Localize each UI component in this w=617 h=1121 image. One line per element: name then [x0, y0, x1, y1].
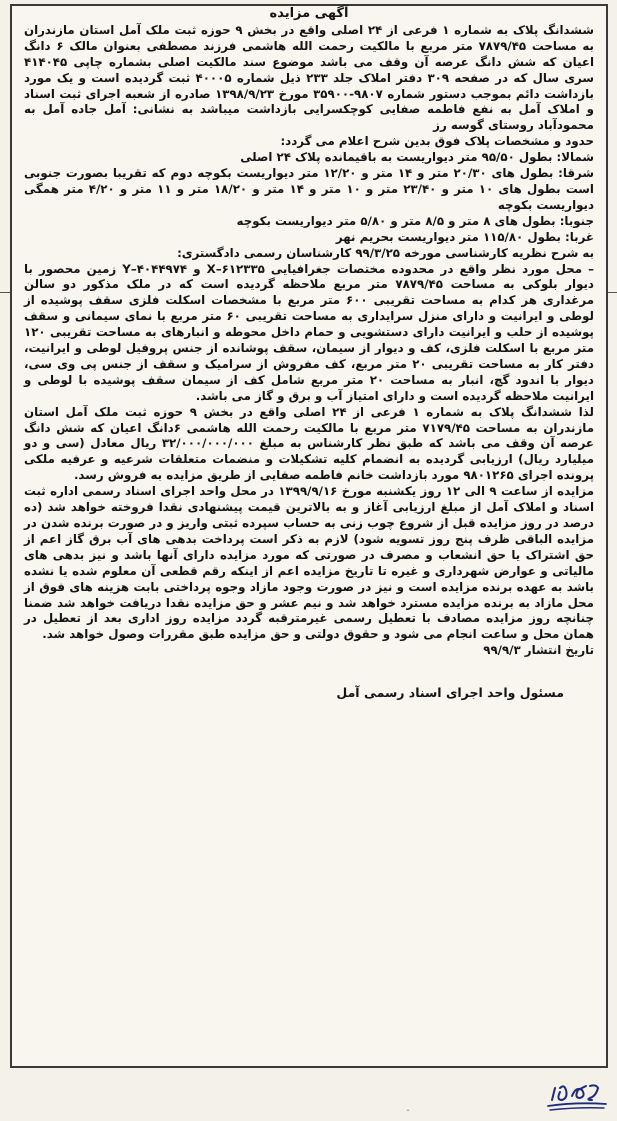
publication-date: تاریخ انتشار ۹۹/۹/۳: [483, 643, 594, 658]
cut-mark-right: [607, 292, 617, 293]
signature-line: مسئول واحد اجرای اسناد رسمی آمل: [336, 685, 564, 701]
cut-mark-left: [0, 292, 10, 293]
newspaper-clipping: [10, 4, 608, 1068]
property-description: ششدانگ پلاک به شماره ۱ فرعی از ۲۴ اصلی واقع در بخش ۹ حوزه ثبت ملک آمل استان مازندران به مساحت ۷۸۷۹/۴۵ متر مربع با مالکیت رحمت الله هاشمی فرزند مصطفی بعنوان مالک ۶ دانگ اعیان که شش دانگ عرصه آن وقف می باشد موضوع سند مالکیت اصلی بشماره چاپی ۴۱۴۰۴۵ سری سال که در صفحه ۳۰۹ دفتر املاک جلد ۲۳۳ ذیل شماره ۴۰۰۰۵ ثبت گردیده است و یک مورد بازداشت دائم بموجب دستور شماره ۹۸۰۷-۳۵۹۰۰ مورخ ۱۳۹۸/۹/۲۳ صادره از شعبه اجرای ثبت اسناد و املاک آمل به نفع فاطمه صفایی کوچکسرایی بازداشت میباشد به نشانی: آمل جاده آمل به محمودآباد روستای گوسه رز: [24, 22, 594, 133]
expert-opinion: – محل مورد نظر واقع در محدوده مختصات جغرافیایی ۶۱۲۳۳۵–X و ۴۰۴۴۹۷۴–Y زمین محصور با دیوار بلوکی به مساحت ۷۸۷۹/۴۵ متر مربع ملاحظه گردیده است که در ملک مذکور دو سالن مرغداری هر کدام به مساحت تقریبی ۶۰۰ متر مربع با مشخصات اسکلت فلزی سقف پوشیده از لوطی و ایرانیت و دارای منزل سرایداری به مساحت تقریبی ۶۰ متر مربع با نمای سیمانی و سقف پوشیده از حلب و ایرانیت دارای دستشویی و حمام داخل محوطه و انبارهای به مساحت تقریبی ۱۲۰ متر مربع با اسکلت فلزی، کف و دیوار از سیمان، سقف پوشانده از جنس پروفیل لوطی و ایرانیت، دفتر کار به مساحت تقریبی ۲۰ متر مربع، کف مفروش از سرامیک و سقف از جنس پی وی سی، دیوار با اندود گچ، انبار به مساحت ۲۰ متر مربع شامل کف از سیمان سقف پوشیده با لوطی و ایرانیت ملاحظه گردیده است و دارای امتیاز آب و برق و گاز می باشد.: [24, 261, 595, 403]
boundary-west: غربا: بطول ۱۱۵/۸۰ متر دیواریست بحریم نهر: [335, 229, 594, 244]
paper-mark: ˆ: [406, 1109, 410, 1118]
auction-terms: مزایده از ساعت ۹ الی ۱۲ روز یکشنبه مورخ ۱۳۹۹/۹/۱۶ در محل واحد اجرای اسناد رسمی اداره ثبت اسناد و املاک آمل از مبلغ ارزیابی آغاز و به بالاترین قیمت پیشنهادی نقدا فروخته خواهد شد (ده درصد در روز مزایده قبل از شروع چوب زنی به حساب سپرده ثبتی واریز و در صورت برنده شدن در مزایده الباقی ظرف پنج روز تسویه شود) لازم به ذکر است پرداخت بدهی های آب برق گاز اعم از حق اشتراک یا حق انشعاب و مصرف در صورتی که مورد مزایده دارای آنها باشد و نیز بدهی های مالیاتی و عوارض شهرداری و غیره تا تاریخ مزایده اعم از اینکه رقم قطعی آن معلوم شده یا نشده باشد به عهده برنده مزایده است و نیز در صورت وجود مازاد وجوه پرداختی بابت هزینه های فوق از محل مازاد به برنده مزایده مسترد خواهد شد و نیم عشر و حق مزایده نقدا دریافت خواهد شد ضمنا چنانچه روز مزایده مصادف با تعطیل رسمی غیرمترقبه گردد مزایده روز اداری بعد از تعطیل در همان محل و ساعت انجام می شود و حقوق دولتی و حق مزایده طبق مقررات وصول خواهد شد.: [24, 484, 594, 642]
expert-opinion-intro: به شرح نظریه کارشناسی مورخه ۹۹/۳/۲۵ کارشناسان رسمی دادگستری:: [177, 245, 594, 260]
boundary-north: شمالا: بطول ۹۵/۵۰ متر دیواریست به باقیمانده پلاک ۲۴ اصلی: [240, 150, 594, 165]
handwritten-number: [546, 1082, 608, 1112]
valuation-paragraph: لذا ششدانگ پلاک به شماره ۱ فرعی از ۲۴ اصلی واقع در بخش ۹ حوزه ثبت ملک آمل استان مازندران به مساحت ۷۱۷۹/۴۵ متر مربع با مالکیت رحمت الله هاشمی ۶دانگ اعیان که شش دانگ عرصه آن وقف می باشد که طبق نظر کارشناس به مبلغ ۳۲/۰۰۰/۰۰۰/۰۰۰ ریال معادل (سی و دو میلیارد ریال) ارزیابی گردیده به انضمام کلیه تشکیلات و منضمات متعلقات شرعیه و عرفیه ملکی پرونده اجرای ۹۸۰۱۲۶۵ مورد بازداشت خانم فاطمه صفایی از طریق مزایده به فروش رسد.: [24, 404, 594, 483]
notice-title: آگهی مزایده: [269, 6, 349, 21]
boundaries-intro: حدود و مشخصات پلاک فوق بدین شرح اعلام می گردد:: [280, 134, 594, 149]
boundary-south: جنوبا: بطول های ۸ متر و ۸/۵ متر و ۵/۸۰ متر دیواریست بکوچه: [236, 213, 594, 228]
handwritten-number-mark: [546, 1082, 608, 1112]
boundary-east: شرقا: بطول های ۲۰/۳۰ متر و ۱۴ متر و ۱۲/۲۰ متر دیواریست بکوچه دوم که تقریبا بصورت جنوبی است بطول های ۱۰ متر و ۲۳/۴۰ متر و ۱۰ متر و ۱۴ متر و ۱۸/۲۰ متر و ۱۱ متر و ۴/۲۰ متر همگی دیواریست بکوچه: [24, 166, 594, 212]
notice-body: [24, 6, 594, 701]
